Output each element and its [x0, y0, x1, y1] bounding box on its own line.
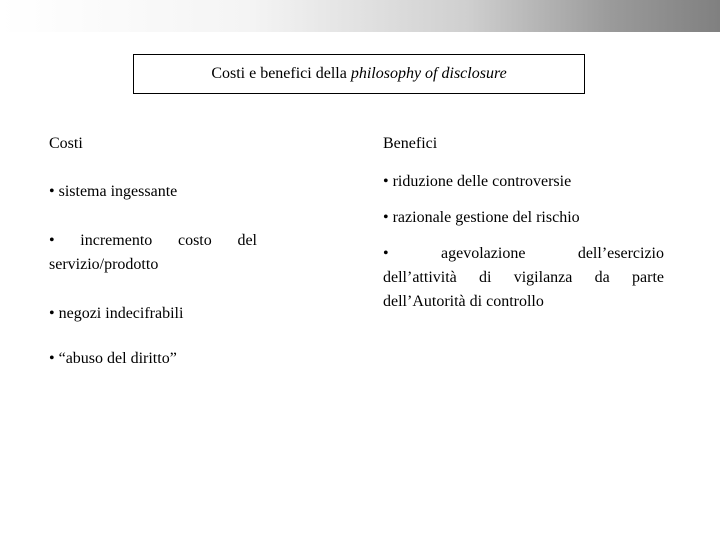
- cost-item-rigid-system: • sistema ingessante: [49, 183, 178, 200]
- title-emphasis: philosophy of disclosure: [350, 65, 507, 82]
- title-prefix: Costi e benefici della: [211, 65, 347, 82]
- benefit-item-fewer-disputes: • riduzione delle controversie: [383, 173, 572, 190]
- cost-item-cost-increase-line1: • incremento costo del: [49, 232, 257, 249]
- cost-item-abuse-of-right: • “abuso del diritto”: [49, 350, 177, 367]
- benefit-item-supervision-line2: dell’attività di vigilanza da parte: [383, 269, 664, 286]
- cost-item-cost-increase: [49, 229, 257, 277]
- benefit-item-supervision-line1: • agevolazione dell’esercizio: [383, 245, 664, 262]
- top-gradient-band: [0, 0, 720, 32]
- cost-item-indecipherable-deals: • negozi indecifrabili: [49, 305, 184, 322]
- title-box: [133, 54, 585, 94]
- cost-item-cost-increase-line2: servizio/prodotto: [49, 256, 159, 273]
- benefit-item-risk-management: • razionale gestione del rischio: [383, 209, 580, 226]
- benefits-heading: Benefici: [383, 135, 438, 152]
- benefit-item-supervision-line3: dell’Autorità di controllo: [383, 293, 544, 310]
- benefit-item-supervision: [383, 242, 664, 314]
- costs-heading: Costi: [49, 135, 83, 152]
